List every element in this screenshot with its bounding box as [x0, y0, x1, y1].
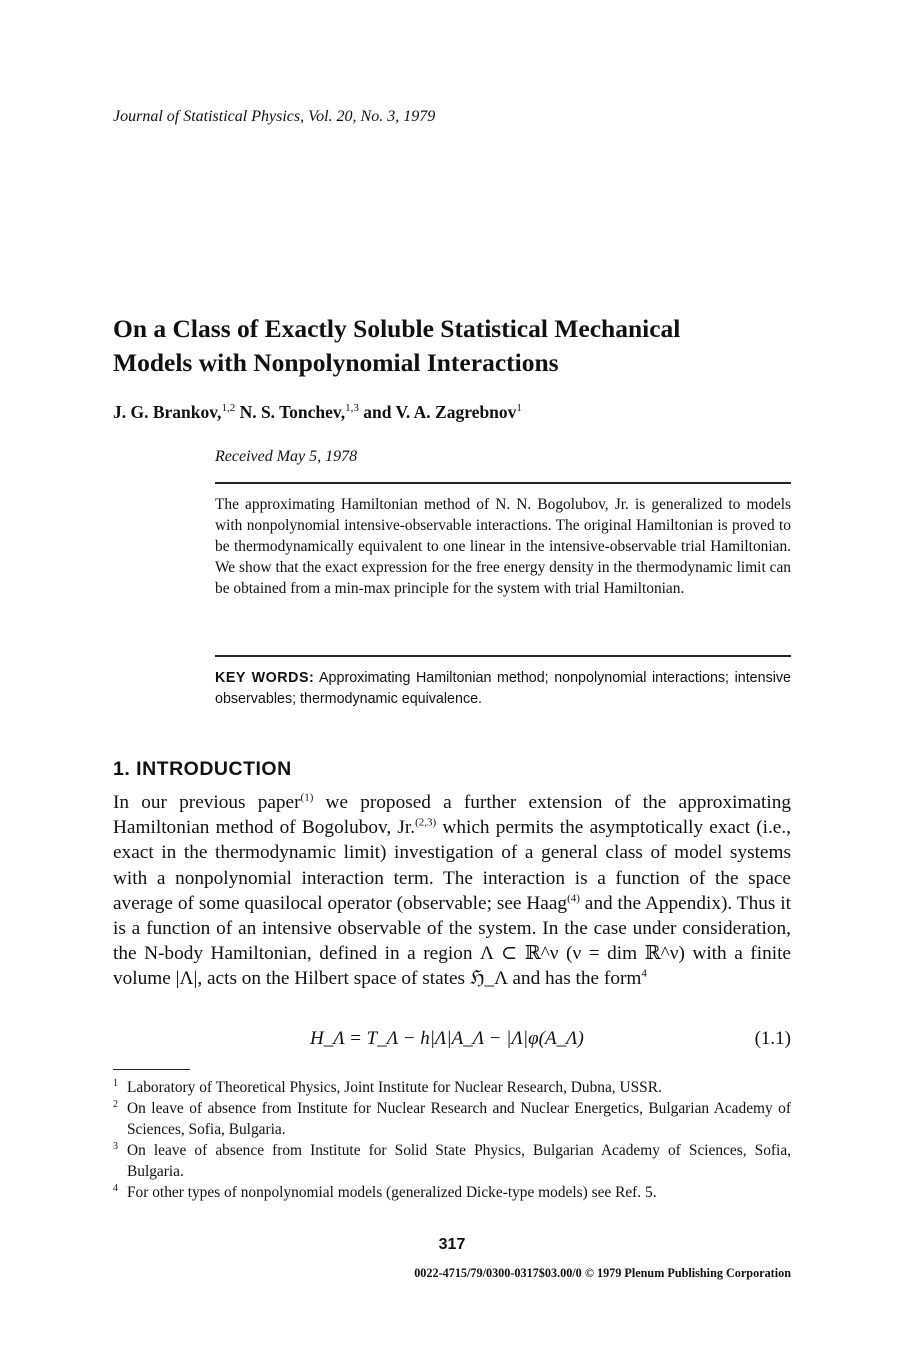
footnote-text: On leave of absence from Institute for Nuclear Research and Nuclear Energetics, Bulgarian Academy of Sciences, Sofia, Bulgaria. [127, 1100, 791, 1138]
author-name: N. S. Tonchev, [239, 402, 346, 422]
author-affiliation: 1,2 [221, 402, 236, 415]
footnote-text: On leave of absence from Institute for Solid State Physics, Bulgarian Academy of Sciences, Sofia, Bulgaria. [127, 1142, 791, 1180]
paper-title [113, 312, 803, 380]
keywords [215, 668, 791, 710]
title-line-1: On a Class of Exactly Soluble Statistical Mechanical [113, 314, 681, 343]
page-number: 317 [438, 1236, 466, 1253]
received-date: Received May 5, 1978 [215, 448, 358, 465]
author-affiliation: 1 [516, 402, 522, 415]
body-text-segment: In our previous paper [113, 792, 301, 813]
footnotes [113, 1077, 791, 1203]
introduction-paragraph [113, 790, 791, 992]
body-text-segment: which permits the asymptotically exact (i.e., exact in the thermodynamic limit) investigation of a general class of model systems with a nonpolynomial interaction term. The interaction is a function of the space average of some quasilocal operator (observable; see Haag [113, 817, 791, 914]
footnote [113, 1098, 791, 1140]
abstract-top-rule [215, 482, 791, 484]
footnote [113, 1182, 791, 1203]
keywords-text: Approximating Hamiltonian method; nonpolynomial interactions; intensive observables; thermodynamic equivalence. [215, 670, 791, 707]
abstract-bottom-rule [215, 655, 791, 657]
author-name: and V. A. Zagrebnov [363, 402, 517, 422]
copyright-line: 0022-4715/79/0300-0317$03.00/0 © 1979 Plenum Publishing Corporation [414, 1266, 791, 1280]
author-list [113, 402, 522, 423]
footnote-mark: 2 [113, 1099, 118, 1110]
body-text-segment: and the Appendix). Thus it is a function of an intensive observable of the system. In the case under consideration, the N-body Hamiltonian, defined in a region Λ ⊂ ℝ^ν (ν = dim ℝ^ν) with a finite volume |Λ|, acts on the Hilbert space of states ℌ_Λ and has the form [113, 892, 791, 990]
citation-ref: (1) [300, 791, 314, 804]
citation-ref: (4) [567, 892, 580, 905]
footnote [113, 1077, 791, 1098]
footnote-rule [113, 1069, 190, 1070]
abstract: The approximating Hamiltonian method of N. N. Bogolubov, Jr. is generalized to models with nonpolynomial intensive-observable interactions. The original Hamiltonian is proved to be thermodynamically equivalent to one linear in the intensive-observable trial Hamiltonian. We show that the exact expression for the free energy density in the thermodynamic limit can be obtained from a min-max principle for the system with trial Hamiltonian. [215, 496, 791, 597]
title-line-2: Models with Nonpolynomial Interactions [113, 348, 559, 377]
body-text-segment: we proposed a further extension of the approximating Hamiltonian method of Bogolubov, Jr. [113, 792, 791, 839]
footnote-text: Laboratory of Theoretical Physics, Joint Institute for Nuclear Research, Dubna, USSR. [127, 1079, 662, 1096]
keywords-label: KEY WORDS: [215, 670, 315, 686]
equation-1-1 [113, 1028, 791, 1054]
equation-number: (1.1) [754, 1028, 791, 1049]
footnote [113, 1140, 791, 1182]
author-name: J. G. Brankov, [113, 402, 222, 422]
footnote-ref: 4 [641, 968, 647, 980]
footnote-text: For other types of nonpolynomial models (generalized Dicke-type models) see Ref. 5. [127, 1184, 657, 1201]
author-affiliation: 1,3 [345, 402, 359, 415]
citation-ref: (2,3) [415, 816, 437, 829]
footnote-mark: 1 [113, 1078, 118, 1089]
footnote-mark: 4 [113, 1183, 118, 1194]
section-heading: 1. INTRODUCTION [113, 758, 292, 780]
equation-formula: H_Λ = T_Λ − h|Λ|A_Λ − |Λ|φ(A_Λ) [310, 1028, 584, 1049]
footnote-mark: 3 [113, 1141, 118, 1152]
journal-citation: Journal of Statistical Physics, Vol. 20, No. 3, 1979 [113, 108, 436, 125]
